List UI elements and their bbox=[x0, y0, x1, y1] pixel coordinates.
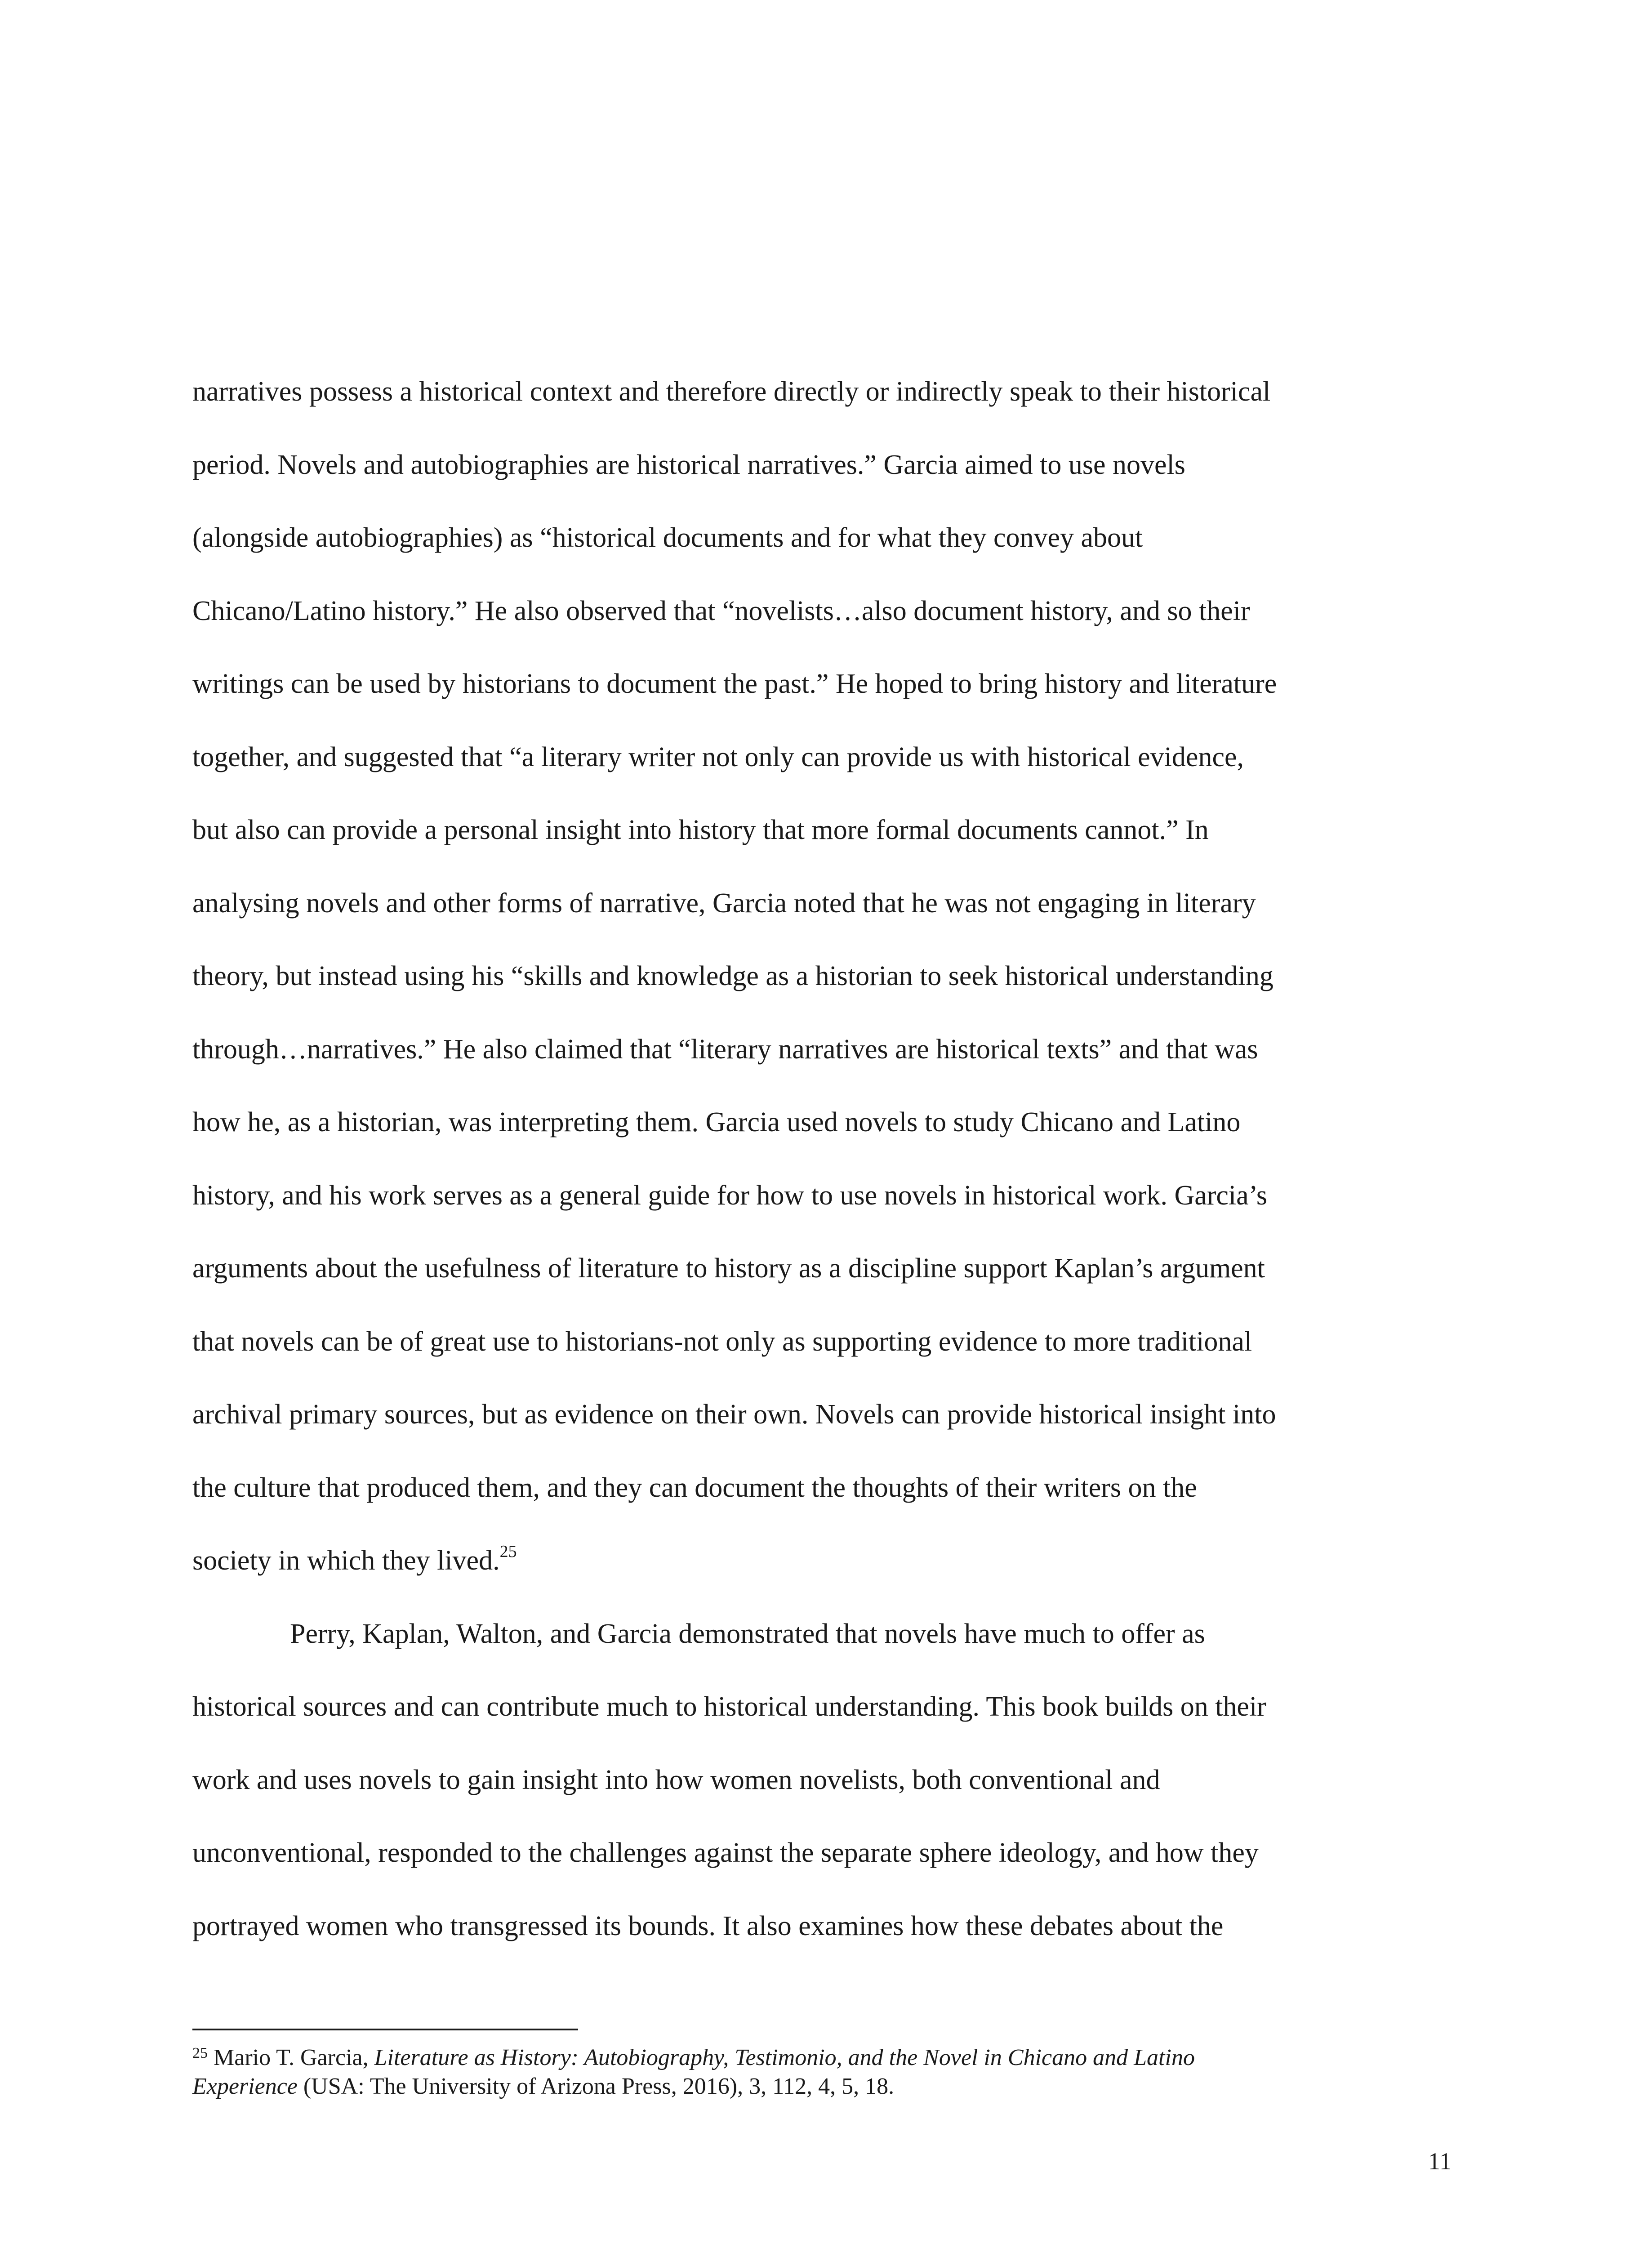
footnote-title: Literature as History: Autobiography, Testimonio, and the Novel in Chicano and Latino bbox=[374, 2045, 1195, 2070]
last-line-text: society in which they lived. bbox=[192, 1545, 500, 1576]
text-line: Chicano/Latino history.” He also observed that “novelists…also document history, and so their bbox=[192, 595, 1250, 626]
page-number: 11 bbox=[1428, 2148, 1452, 2175]
text-line: historical sources and can contribute much to historical understanding. This book builds on their bbox=[192, 1691, 1266, 1722]
text-line: the culture that produced them, and they can document the thoughts of their writers on the bbox=[192, 1472, 1197, 1503]
footnote-line bbox=[192, 2072, 1451, 2101]
text-line: theory, but instead using his “skills and knowledge as a historian to seek historical understanding bbox=[192, 961, 1274, 991]
text-line: archival primary sources, but as evidence on their own. Novels can provide historical insight into bbox=[192, 1399, 1276, 1430]
text-line: (alongside autobiographies) as “historical documents and for what they convey about bbox=[192, 522, 1143, 553]
text-line: together, and suggested that “a literary writer not only can provide us with historical evidence, bbox=[192, 741, 1244, 772]
text-line: period. Novels and autobiographies are historical narratives.” Garcia aimed to use novels bbox=[192, 449, 1185, 480]
text-line-paragraph-end bbox=[192, 1524, 1451, 1597]
footnote-author: Mario T. Garcia, bbox=[214, 2045, 374, 2070]
footnote-publication: (USA: The University of Arizona Press, 2016), 3, 112, 4, 5, 18. bbox=[297, 2074, 895, 2099]
text-line: work and uses novels to gain insight into how women novelists, both conventional and bbox=[192, 1764, 1160, 1795]
text-line: unconventional, responded to the challenges against the separate sphere ideology, and how they bbox=[192, 1838, 1259, 1868]
text-line: narratives possess a historical context and therefore directly or indirectly speak to their historical bbox=[192, 376, 1271, 407]
footnote bbox=[192, 2043, 1451, 2101]
text-line: arguments about the usefulness of literature to history as a discipline support Kaplan’s argument bbox=[192, 1253, 1265, 1284]
footnote-line bbox=[192, 2043, 1451, 2072]
footnote-reference[interactable]: 25 bbox=[499, 1542, 517, 1561]
text-line: portrayed women who transgressed its bounds. It also examines how these debates about the bbox=[192, 1910, 1224, 1941]
text-line: but also can provide a personal insight into history that more formal documents cannot.” In bbox=[192, 815, 1209, 845]
body-text bbox=[192, 355, 1451, 1963]
text-line: through…narratives.” He also claimed that “literary narratives are historical texts” and that was bbox=[192, 1034, 1258, 1065]
text-line: writings can be used by historians to document the past.” He hoped to bring history and literature bbox=[192, 669, 1277, 699]
footnote-title-continued: Experience bbox=[192, 2074, 298, 2099]
text-line: how he, as a historian, was interpreting them. Garcia used novels to study Chicano and Latino bbox=[192, 1107, 1241, 1137]
text-line-paragraph-start: Perry, Kaplan, Walton, and Garcia demonstrated that novels have much to offer as bbox=[290, 1618, 1205, 1649]
text-line: analysing novels and other forms of narrative, Garcia noted that he was not engaging in literary bbox=[192, 888, 1256, 919]
footnote-divider bbox=[192, 2029, 578, 2030]
footnote-number: 25 bbox=[192, 2045, 208, 2061]
text-line: history, and his work serves as a general guide for how to use novels in historical work. Garcia’s bbox=[192, 1180, 1267, 1211]
text-line: that novels can be of great use to historians-not only as supporting evidence to more traditional bbox=[192, 1326, 1252, 1357]
